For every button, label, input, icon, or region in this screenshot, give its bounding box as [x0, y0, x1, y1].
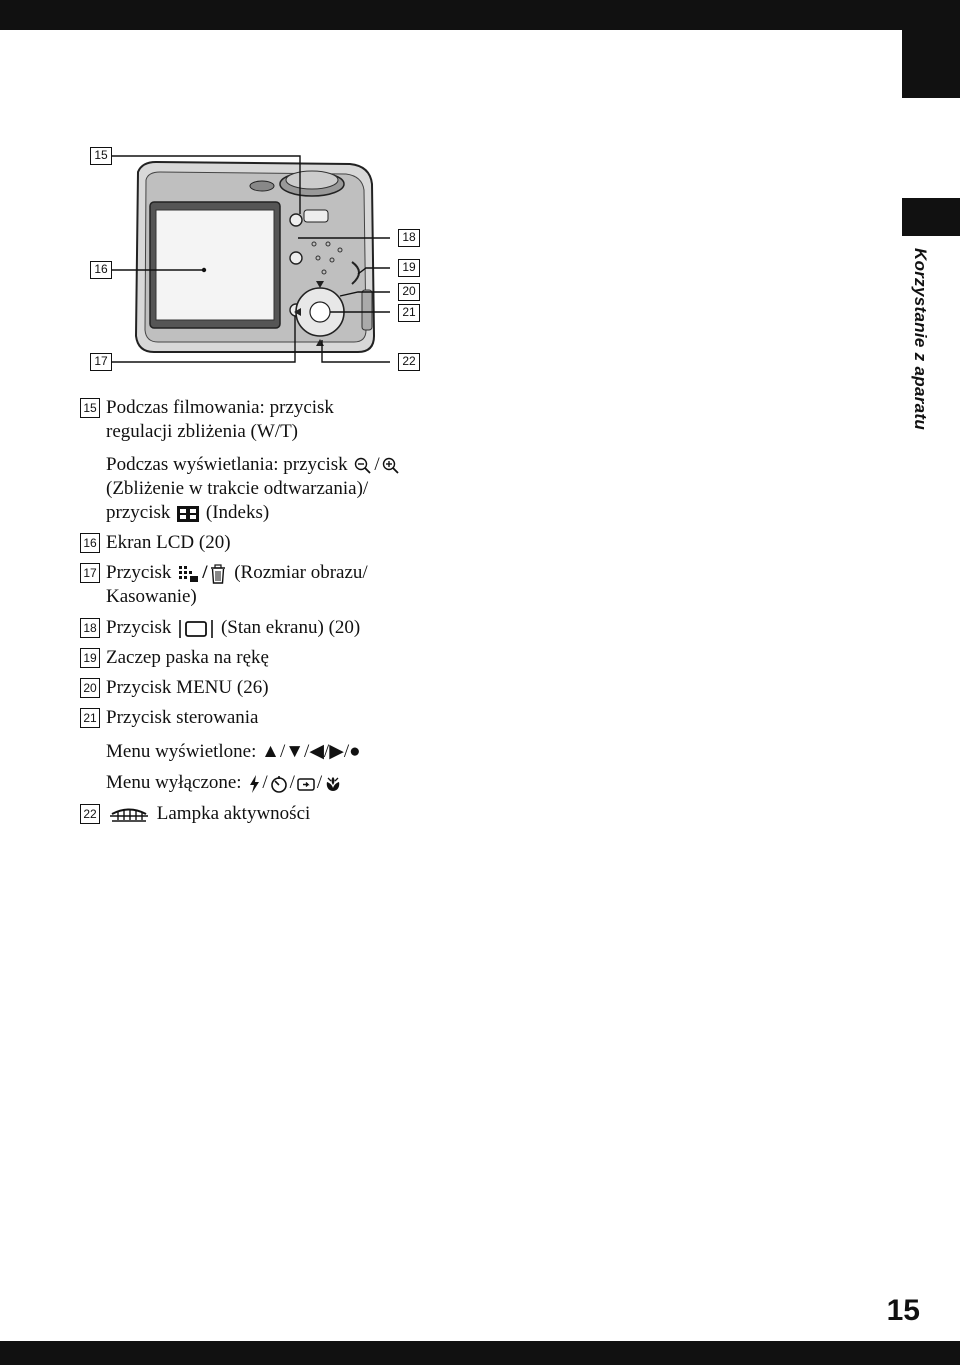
- item-text: Menu wyłączone:: [106, 772, 242, 793]
- item-text-line: [106, 801, 310, 826]
- item-text-line: Przycisk / (Rozmiar obrazu/: [106, 562, 368, 583]
- camera-illustration: [90, 140, 430, 380]
- flash-icon: [248, 775, 260, 793]
- item-number: 17: [80, 563, 100, 583]
- item-text: Podczas filmowania: przycisk: [106, 397, 334, 418]
- item-text: Ekran LCD (20): [106, 532, 231, 553]
- item-text: regulacji zbliżenia (W/T): [106, 421, 299, 442]
- item-text: Zaczep paska na rękę: [106, 647, 269, 668]
- item-text: (Indeks): [205, 502, 270, 523]
- page-number: 15: [886, 1294, 920, 1327]
- self-timer-icon: [270, 775, 288, 793]
- item-text-line: [106, 615, 360, 640]
- display-frame-icon: [178, 619, 214, 639]
- bottom-bar: [0, 1341, 960, 1365]
- item-number: 15: [80, 398, 100, 418]
- item-text: (Stan ekranu) (20): [220, 617, 361, 638]
- item-text: Lampka aktywności: [156, 803, 311, 824]
- item-text: Kasowanie): [106, 586, 197, 607]
- quick-review-icon: [297, 775, 315, 793]
- memory-stick-icon: [108, 805, 150, 825]
- top-bar: [0, 0, 960, 30]
- item-number: 20: [80, 678, 100, 698]
- image-size-icon: [178, 565, 200, 583]
- item-text: Przycisk sterowania: [106, 707, 259, 728]
- item-number: 16: [80, 533, 100, 553]
- item-text: przycisk: [106, 502, 171, 523]
- callout-17: 17: [90, 353, 112, 371]
- item-number: 18: [80, 618, 100, 638]
- section-tab-marker: [902, 198, 960, 236]
- camera-back-diagram: [90, 140, 430, 380]
- callout-20: 20: [398, 283, 420, 301]
- section-tab: [880, 248, 960, 488]
- item-number: 19: [80, 648, 100, 668]
- corner-tab-block: [902, 30, 960, 98]
- item-text: Podczas wyświetlania: przycisk: [106, 454, 348, 475]
- item-text-line: [106, 500, 269, 525]
- item-text: Menu wyświetlone: ▲/▼/◀/▶/●: [106, 741, 361, 762]
- callout-19: 19: [398, 259, 420, 277]
- item-text: Przycisk: [106, 617, 172, 638]
- item-text-line: Podczas wyświetlania: przycisk /: [106, 452, 402, 477]
- section-tab-label: Korzystanie z aparatu: [911, 248, 930, 431]
- callout-22: 22: [398, 353, 420, 371]
- item-text: (Zbliżenie w trakcie odtwarzania)/: [106, 478, 369, 499]
- macro-icon: [324, 775, 342, 793]
- callout-21: 21: [398, 304, 420, 322]
- callout-15: 15: [90, 147, 112, 165]
- item-number: 21: [80, 708, 100, 728]
- item-text: (Rozmiar obrazu/: [234, 562, 368, 583]
- zoom-out-icon: [354, 457, 372, 475]
- zoom-in-icon: [382, 457, 400, 475]
- item-text: Przycisk: [106, 562, 172, 583]
- trash-icon: [209, 564, 227, 584]
- callout-18: 18: [398, 229, 420, 247]
- item-text-line: Menu wyłączone: / / /: [106, 770, 344, 795]
- index-grid-icon: [177, 506, 199, 522]
- callout-16: 16: [90, 261, 112, 279]
- item-number: 22: [80, 804, 100, 824]
- item-text: Przycisk MENU (26): [106, 677, 269, 698]
